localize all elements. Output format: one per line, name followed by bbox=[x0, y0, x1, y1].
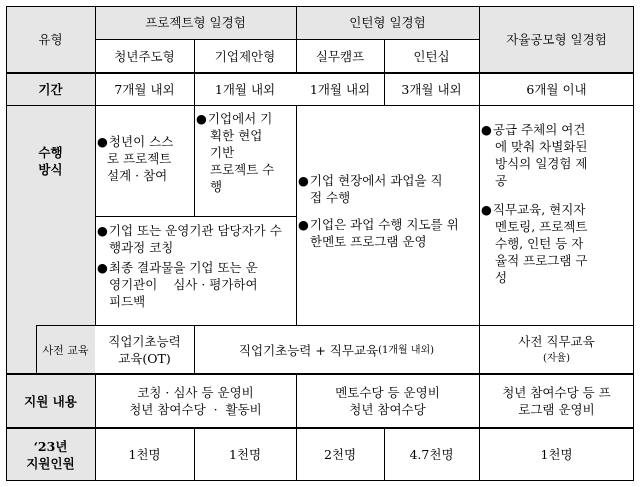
company-proposed-header: 기업제안형 bbox=[214, 48, 276, 64]
headcount-youth-led: 1천명 bbox=[128, 447, 161, 462]
table-border bbox=[6, 480, 634, 481]
method-intern-line: 접 수행 bbox=[310, 190, 351, 205]
support-project bbox=[95, 374, 296, 428]
grid-line bbox=[384, 39, 385, 106]
grid-line bbox=[95, 6, 96, 326]
support-project-line2: 청년 참여수당 · 활동비 bbox=[129, 402, 262, 417]
method-intern-line: 기업 현장에서 과업을 직 bbox=[309, 173, 443, 188]
method-project-line: 기업 또는 운영기관 담당자가 수 bbox=[108, 223, 282, 238]
grid-line bbox=[296, 106, 297, 326]
support-self bbox=[479, 374, 634, 428]
method-youth-led-line: 청년이 스스 bbox=[108, 134, 174, 149]
method-label bbox=[6, 106, 95, 216]
method-self-line: 방식의 일경험 제 bbox=[495, 156, 588, 171]
grid-line bbox=[194, 428, 195, 481]
method-self-line: 성 bbox=[495, 270, 508, 285]
method-self-line: 율적 프로그램 구 bbox=[495, 253, 588, 268]
period-internship: 3개월 내외 bbox=[401, 82, 462, 97]
method-project-line: 영기관이 심사 · 평가하여 bbox=[109, 277, 258, 292]
bullet-icon: ● bbox=[298, 217, 309, 232]
headcount-practice-camp: 2천명 bbox=[323, 447, 357, 462]
bullet-icon: ● bbox=[97, 260, 108, 275]
bullet-icon: ● bbox=[97, 134, 108, 149]
support-project-line1: 코칭 · 심사 등 운영비 bbox=[137, 385, 254, 400]
pretraining-project bbox=[95, 326, 194, 374]
support-intern bbox=[296, 374, 479, 428]
table-border bbox=[633, 6, 634, 481]
bullet-icon: ● bbox=[97, 223, 108, 238]
period-youth-led: 7개월 내외 bbox=[114, 82, 175, 97]
grid-line bbox=[194, 326, 195, 374]
method-intern bbox=[298, 172, 478, 262]
bullet-icon: ● bbox=[196, 111, 207, 126]
support-self-line1: 청년 참여수당 등 프 bbox=[502, 385, 611, 400]
pretraining-intern-value: 직업기초능력 + 직무교육 bbox=[238, 342, 379, 358]
table-border bbox=[6, 6, 7, 481]
period-practice-camp: 1개월 내외 bbox=[309, 82, 371, 97]
grid-line bbox=[6, 105, 634, 106]
grid-line bbox=[95, 39, 479, 40]
practice-camp-header: 실무캠프 bbox=[315, 48, 365, 64]
period-label: 기간 bbox=[38, 82, 63, 97]
method-project-line: 행과정 코칭 bbox=[109, 240, 174, 255]
method-youth-led-line: 설계 · 참여 bbox=[107, 168, 168, 183]
support-label: 지원 내용 bbox=[24, 393, 77, 409]
grid-line bbox=[6, 373, 634, 375]
method-self-line: 직무교육, 현지자 bbox=[492, 202, 586, 217]
method-company-line: 행 bbox=[210, 179, 223, 194]
grid-line bbox=[479, 6, 480, 481]
headcount-internship: 4.7천명 bbox=[409, 447, 454, 462]
pretraining-self-line2: (자율) bbox=[542, 353, 571, 364]
bullet-icon: ● bbox=[298, 173, 309, 188]
pretraining-label: 사전 교육 bbox=[42, 344, 89, 357]
method-self-line: 공 bbox=[495, 173, 508, 188]
pretraining-intern bbox=[194, 326, 479, 374]
method-youth-led-line: 로 프로젝트 bbox=[107, 151, 172, 166]
grid-line bbox=[194, 106, 195, 216]
method-project-common bbox=[97, 222, 296, 324]
grid-line bbox=[296, 374, 297, 481]
method-company-proposed bbox=[196, 110, 295, 214]
method-self-line: 에 맞춰 차별화된 bbox=[495, 139, 588, 154]
type-label: 유형 bbox=[38, 32, 63, 47]
grid-line bbox=[296, 6, 297, 73]
grid-line bbox=[95, 374, 96, 481]
method-self-line: 공급 주체의 여건 bbox=[492, 122, 586, 137]
support-self-line2: 로그램 운영비 bbox=[518, 402, 595, 417]
headcount-self: 1천명 bbox=[540, 447, 573, 462]
grid-line bbox=[36, 325, 634, 326]
method-company-line: 기업에서 기 bbox=[207, 111, 273, 126]
method-project-line: 최종 결과물을 기업 또는 운 bbox=[108, 260, 258, 275]
headcount-label-line1: ‘23년 bbox=[33, 438, 68, 454]
method-label-line1: 수행 bbox=[38, 145, 63, 160]
method-intern-line: 기업은 과업 수행 지도를 위 bbox=[309, 217, 459, 232]
method-company-line: 획한 현업 bbox=[210, 128, 263, 143]
pretraining-self-line1: 사전 직무교육 bbox=[518, 334, 595, 349]
method-self-line: 멘토링, 프로젝트 bbox=[495, 219, 588, 234]
method-self-line: 수행, 인턴 등 자 bbox=[495, 236, 584, 251]
youth-led-header: 청년주도형 bbox=[114, 48, 175, 64]
self-type-header: 자율공모형 일경험 bbox=[506, 32, 607, 47]
support-intern-line2: 청년 참여수당 bbox=[349, 402, 426, 417]
method-company-line: 프로젝트 수 bbox=[210, 162, 275, 177]
grid-line bbox=[36, 326, 37, 374]
method-self bbox=[481, 121, 633, 321]
pretraining-project-line2: 교육(OT) bbox=[118, 351, 171, 366]
pretraining-intern-note: (1개월 내외) bbox=[378, 344, 435, 356]
period-self: 6개월 이내 bbox=[526, 82, 587, 97]
internship-header: 인턴십 bbox=[413, 48, 450, 64]
method-youth-led bbox=[97, 133, 193, 193]
bullet-icon: ● bbox=[481, 122, 492, 137]
table-border bbox=[6, 6, 634, 7]
method-intern-line: 한멘토 프로그램 운영 bbox=[310, 234, 427, 249]
support-intern-line1: 멘토수당 등 운영비 bbox=[335, 385, 440, 400]
grid-line bbox=[6, 72, 634, 74]
grid-line bbox=[6, 427, 634, 429]
grid-line bbox=[95, 216, 296, 217]
grid-line bbox=[194, 39, 195, 106]
bullet-icon: ● bbox=[481, 202, 492, 217]
project-type-header: 프로젝트형 일경험 bbox=[145, 15, 246, 30]
pretraining-project-line1: 직업기초능력 bbox=[108, 334, 181, 349]
headcount-label bbox=[6, 428, 95, 481]
pretraining-self bbox=[479, 326, 634, 374]
method-project-line: 피드백 bbox=[109, 294, 146, 309]
method-company-line: 기반 bbox=[210, 145, 235, 160]
period-company-proposed: 1개월 내외 bbox=[214, 82, 276, 97]
intern-type-header: 인턴형 일경험 bbox=[349, 15, 426, 30]
grid-line bbox=[384, 428, 385, 481]
headcount-label-line2: 지원인원 bbox=[26, 455, 75, 471]
headcount-company-proposed: 1천명 bbox=[228, 447, 262, 462]
method-label-line2: 방식 bbox=[38, 162, 63, 177]
